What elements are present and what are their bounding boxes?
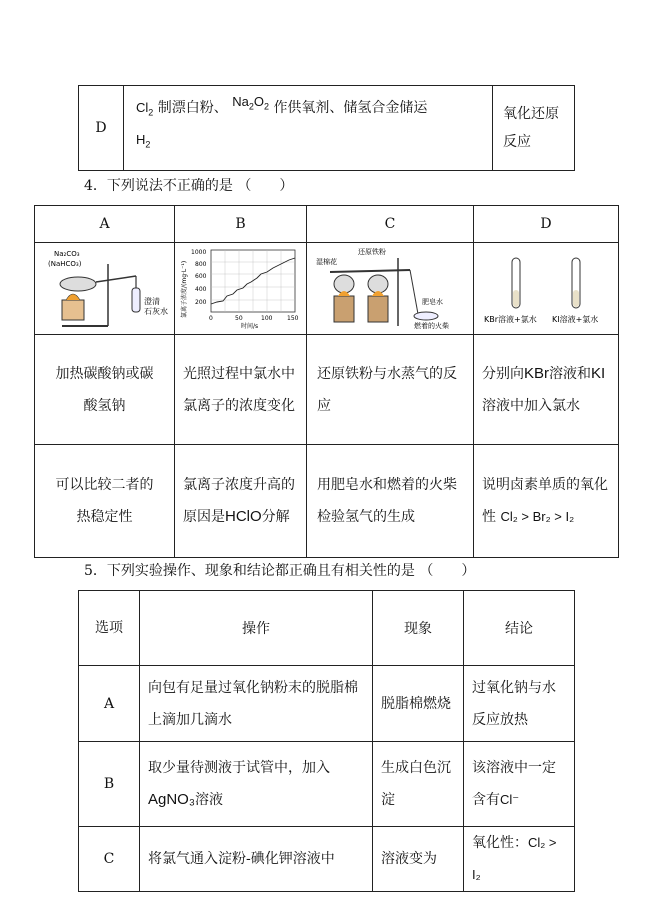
table-row: [79, 742, 575, 827]
svg-text:0: 0: [208, 314, 213, 322]
q4-title: 4．下列说法不正确的是 （ ）: [84, 178, 294, 194]
q4-row1-d: 分别向KBr溶液和KI溶液中加入氯水: [474, 335, 619, 445]
q5-row-phenomenon: 生成白色沉淀: [373, 742, 464, 827]
q4-row2-d: 说明卤素单质的氧化性 Cl₂ > Br₂ > I₂: [474, 445, 619, 558]
q5-row-phenomenon: 脱脂棉燃烧: [373, 666, 464, 742]
q4-row2-c: 用肥皂水和燃着的火柴检验氢气的生成: [307, 445, 474, 558]
option-cell: [79, 86, 124, 171]
figure-d-cell: [474, 243, 619, 335]
q4-header-d: D: [474, 206, 619, 243]
q5-header-phenomenon: 现象: [373, 591, 464, 666]
q5-title: 5．下列实验操作、现象和结论都正确且有相关性的是 （ ）: [84, 563, 476, 579]
text-b: 作供氧剂、储氢合金储运: [273, 100, 428, 117]
svg-text:600: 600: [194, 272, 206, 280]
svg-text:KBr溶液+氯水: KBr溶液+氯水: [484, 314, 537, 324]
table-row: [79, 827, 575, 892]
q5-row-operation: 向包有足量过氧化钠粉末的脱脂棉上滴加几滴水: [140, 666, 373, 742]
svg-text:200: 200: [194, 298, 206, 306]
q5-row-operation: 取少量待测液于试管中，加入 AgNO₃溶液: [140, 742, 373, 827]
svg-text:50: 50: [234, 314, 243, 322]
figure-b-chart: [177, 244, 305, 330]
q4-header-c: C: [307, 206, 474, 243]
figure-a-cell: [35, 243, 175, 335]
figure-d-tubes: [476, 244, 616, 330]
q4-row1-a: 加热碳酸钠或碳酸氢钠: [35, 335, 175, 445]
answer-cell: [493, 86, 575, 171]
q5-header-conclusion: 结论: [464, 591, 575, 666]
h2-formula: $H_2$: [136, 132, 151, 150]
svg-text:还原铁粉: 还原铁粉: [358, 247, 386, 256]
q5-row-operation: 将氯气通入淀粉-碘化钾溶液中: [140, 827, 373, 892]
svg-text:澄清: 澄清: [143, 296, 160, 306]
text-a: 制漂白粉、: [157, 100, 228, 117]
figure-a-apparatus: [40, 244, 170, 330]
svg-text:Na₂CO₃: Na₂CO₃: [53, 249, 80, 258]
q4-table: [34, 205, 619, 558]
answer-text: 氧化还原反应: [503, 106, 559, 150]
svg-text:燃着的火柴: 燃着的火柴: [414, 321, 449, 330]
figure-c-apparatus: [310, 244, 470, 330]
content-cell: [124, 86, 493, 171]
q4-row2-b: 氯离子浓度升高的原因是HClO分解: [175, 445, 307, 558]
q4-header-b: B: [175, 206, 307, 243]
figure-c-cell: [307, 243, 474, 335]
q5-table: [78, 590, 575, 892]
svg-text:KI溶液+氯水: KI溶液+氯水: [552, 314, 599, 324]
q5-header-operation: 操作: [140, 591, 373, 666]
table-prev: [78, 85, 575, 171]
option-label: D: [95, 120, 107, 136]
svg-text:150: 150: [286, 314, 298, 322]
cl2-formula: $Cl_2$: [136, 100, 154, 118]
q4-header-a: A: [35, 206, 175, 243]
svg-text:(NaHCO₃): (NaHCO₃): [47, 259, 81, 268]
q5-row-option: A: [79, 666, 140, 742]
q5-header-option: 选项: [79, 591, 140, 666]
svg-text:肥皂水: 肥皂水: [422, 297, 443, 306]
q5-row-conclusion: 该溶液中一定含有Cl⁻: [464, 742, 575, 827]
svg-text:氯离子浓度/(mg·L⁻¹): 氯离子浓度/(mg·L⁻¹): [180, 260, 188, 318]
q5-row-phenomenon: 溶液变为: [373, 827, 464, 892]
table-row: [79, 666, 575, 742]
svg-text:湿棉花: 湿棉花: [316, 257, 337, 266]
q5-row-option: C: [79, 827, 140, 892]
q5-row-conclusion: 氧化性：Cl₂ > I₂: [464, 827, 575, 892]
svg-text:石灰水: 石灰水: [143, 306, 168, 316]
figure-b-cell: [175, 243, 307, 335]
q4-row1-c: 还原铁粉与水蒸气的反应: [307, 335, 474, 445]
svg-text:400: 400: [194, 285, 206, 293]
q4-row1-b: 光照过程中氯水中氯离子的浓度变化: [175, 335, 307, 445]
q5-row-conclusion: 过氧化钠与水反应放热: [464, 666, 575, 742]
svg-text:800: 800: [194, 260, 206, 268]
svg-text:时间/s: 时间/s: [240, 322, 258, 330]
svg-text:100: 100: [260, 314, 272, 322]
q4-row2-a: 可以比较二者的热稳定性: [35, 445, 175, 558]
q5-row-option: B: [79, 742, 140, 827]
na2o2-formula: $Na_2O_2$: [232, 94, 269, 112]
svg-text:1000: 1000: [190, 248, 206, 256]
